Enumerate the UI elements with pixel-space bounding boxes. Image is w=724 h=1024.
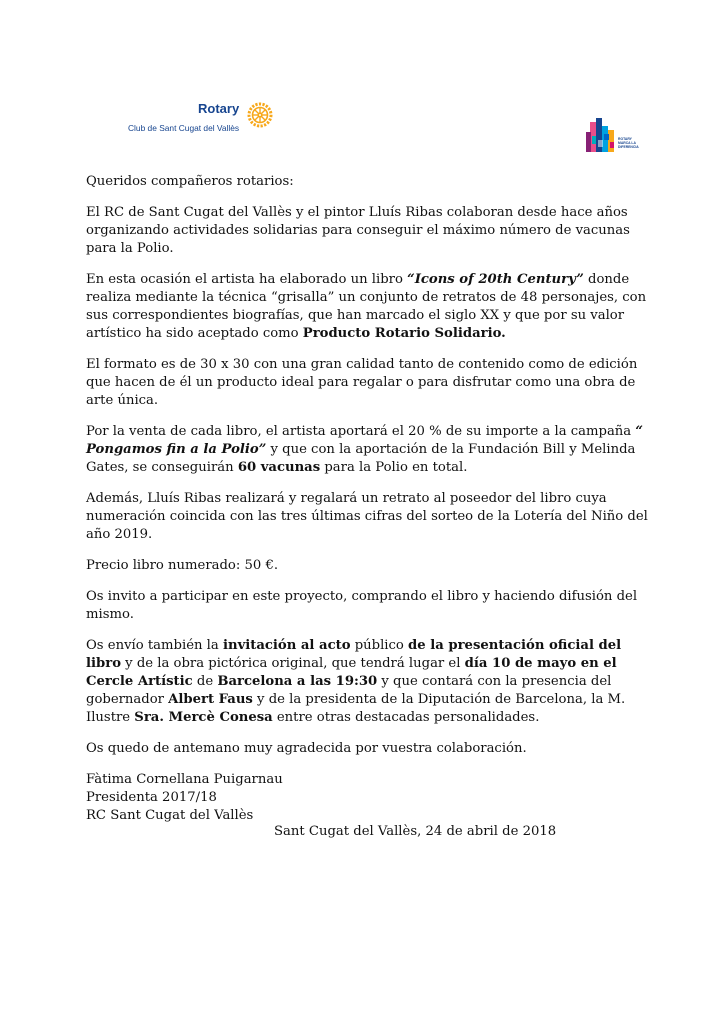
book-title: “Icons of 20th Century” — [407, 272, 584, 287]
paragraph-6: Precio libro numerado: 50 €. — [86, 558, 279, 573]
product-label: Producto Rotario Solidario. — [302, 326, 506, 341]
paragraph-8: Os envío también la invitación al acto público de la presentación oficial del libro y de la obra pictórica original, que tendrá lugar el día 10 de mayo en el Cercle Artístic de Barcelona a las 19:30 y que contará con la presencia del gobernador Albert Faus y de la presidenta de la Diputación de Barcelona, la M. Ilustre Sra. Mercè Conesa entre otras destacadas personalidades. — [86, 638, 626, 725]
letter-date: Sant Cugat del Vallès, 24 de abril de 2018 — [274, 824, 557, 839]
signatory-role: Presidenta 2017/18 — [86, 790, 217, 805]
greeting: Queridos compañeros rotarios: — [86, 174, 294, 189]
vaccine-count: 60 vacunas — [237, 460, 321, 475]
paragraph-9: Os quedo de antemano muy agradecida por vuestra colaboración. — [86, 741, 527, 756]
rotary-club-name: Club de Sant Cugat del Vallès — [128, 123, 240, 133]
rotary-club-logo — [128, 100, 273, 142]
rotary-wordmark: Rotary — [198, 101, 240, 116]
paragraph-5: Además, Lluís Ribas realizará y regalará un retrato al poseedor del libro cuya numeración coincida con las tres últimas cifras del sorteo de la Lotería del Niño del año 2019. — [86, 491, 648, 542]
paragraph-7: Os invito a participar en este proyecto, comprando el libro y haciendo difusión del mismo. — [86, 589, 638, 622]
paragraph-4: Por la venta de cada libro, el artista aportará el 20 % de su importe a la campaña “ Pongamos fin a la Polio” y que con la aportación de la Fundación Bill y Melinda Gates, se conseguirán 60 vacunas para la Polio en total. — [86, 424, 643, 475]
polio-logo-text: ROTARY MARCA LA DIFERENCIA — [618, 137, 639, 149]
signatory-name: Fàtima Cornellana Puigarnau — [86, 772, 283, 787]
rotary-wheel-icon — [247, 102, 273, 128]
signature-block — [86, 771, 651, 825]
letter-body — [86, 173, 651, 825]
rotary-marca-la-diferencia-logo — [584, 116, 644, 156]
polio-mosaic-icon — [584, 116, 618, 156]
campaign-name: “ Pongamos fin a la Polio” — [86, 424, 643, 457]
signatory-club: RC Sant Cugat del Vallès — [86, 808, 254, 823]
paragraph-3: El formato es de 30 x 30 con una gran calidad tanto de contenido como de edición que hacen de él un producto ideal para regalar o para disfrutar como una obra de arte única. — [86, 357, 638, 408]
paragraph-2: En esta ocasión el artista ha elaborado un libro “Icons of 20th Century” donde realiza mediante la técnica “grisalla” un conjunto de retratos de 48 personajes, con sus correspondientes biografías, que han marcado el siglo XX y que por su valor artístico ha sido aceptado como Producto Rotario Solidario. — [86, 272, 647, 341]
paragraph-1: El RC de Sant Cugat del Vallès y el pintor Lluís Ribas colaboran desde hace años organizando actividades solidarias para conseguir el máximo número de vacunas para la Polio. — [86, 205, 630, 256]
